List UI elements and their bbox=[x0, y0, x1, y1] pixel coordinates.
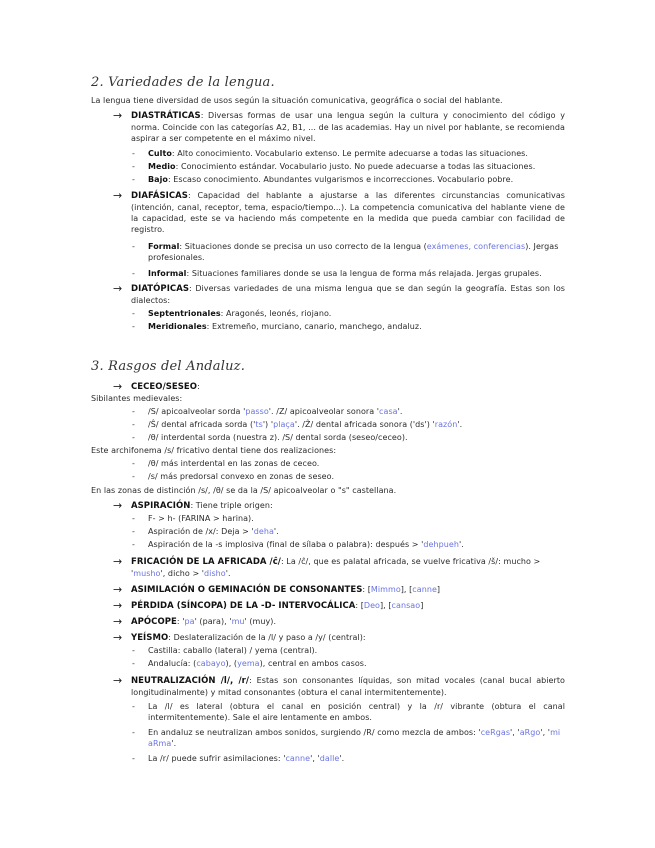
arrow-icon: → bbox=[113, 282, 123, 295]
list-item: Andalucía: (cabayo), (yema), central en ambos casos. bbox=[148, 659, 367, 668]
list-item-informal: Informal: Situaciones familiares donde se usa la lengua de forma más relajada. Jergas grupales. bbox=[148, 269, 542, 278]
dash-bullet: - bbox=[132, 540, 135, 549]
aspiracion-title: ASPIRACIÓN: Tiene triple origen: bbox=[131, 501, 273, 511]
dash-bullet: - bbox=[132, 322, 135, 331]
list-item-meridionales: Meridionales: Extremeño, murciano, canario, manchego, andaluz. bbox=[148, 322, 422, 331]
arrow-icon: → bbox=[113, 631, 123, 644]
ceceo-seseo-title: CECEO/SESEO: bbox=[131, 382, 200, 392]
list-item: /s/ más predorsal convexo en zonas de seseo. bbox=[148, 472, 335, 481]
diastraticas-text: : Diversas formas de usar una lengua según la cultura y conocimiento del código y norma. Coincide con las categorías A2, B1, ... de las academias. Hay un nivel por hablante, se recomienda aspirar a ser competente en el máximo nivel. bbox=[131, 111, 565, 143]
neutralizacion-paragraph: NEUTRALIZACIÓN /l/, /r/: Estas son consonantes líquidas, son mitad vocales (canal bucal abierto longitudinalmente) y mitad consonantes (obtura el canal intermitentemente). bbox=[131, 676, 565, 697]
list-item-culto: Culto: Alto conocimiento. Vocabulario extenso. Le permite adecuarse a todas las situaciones. bbox=[148, 149, 528, 158]
arrow-icon: → bbox=[113, 189, 123, 202]
arrow-icon: → bbox=[113, 599, 123, 612]
dash-bullet: - bbox=[132, 754, 135, 763]
sibilantes-label: Sibilantes medievales: bbox=[91, 394, 183, 403]
list-item-medio: Medio: Conocimiento estándar. Vocabulario justo. No puede adecuarse a todas las situaciones. bbox=[148, 162, 536, 171]
diastraticas-paragraph bbox=[131, 110, 565, 144]
list-item-formal: Formal: Situaciones donde se precisa un uso correcto de la lengua (exámenes, conferencias). Jergas profesionales. bbox=[148, 242, 559, 262]
dash-bullet: - bbox=[132, 433, 135, 442]
distincion-text: En las zonas de distinción /s/, /θ/ se da la /S/ apicoalveolar o "s" castellana. bbox=[91, 486, 397, 495]
list-item: F- > h- (FARINA > harina). bbox=[148, 514, 254, 523]
fricacion-paragraph: FRICACIÓN DE LA AFRICADA /ĉ/: La /ĉ/, que es palatal africada, se vuelve fricativa /š/: mucho > 'musho', dicho > 'disho'. bbox=[131, 557, 541, 578]
perdida-line: PÉRDIDA (SÍNCOPA) DE LA -D- INTERVOCÁLICA: [Deo], [cansao] bbox=[131, 601, 424, 611]
list-item: Aspiración de /x/: Deja > 'deha'. bbox=[148, 527, 279, 536]
dash-bullet: - bbox=[132, 420, 135, 429]
arrow-icon: → bbox=[113, 109, 123, 122]
dash-bullet: - bbox=[132, 472, 135, 481]
section-3-heading: 3. Rasgos del Andaluz. bbox=[91, 359, 246, 374]
section-2-intro: La lengua tiene diversidad de usos según la situación comunicativa, geográfica o social del hablante. bbox=[91, 96, 503, 105]
list-item: Aspiración de la -s implosiva (final de sílaba o palabra): después > 'dehpueh'. bbox=[148, 540, 464, 549]
list-item-bajo: Bajo: Escaso conocimiento. Abundantes vulgarismos e incorrecciones. Vocabulario pobre. bbox=[148, 175, 514, 184]
arrow-icon: → bbox=[113, 380, 123, 393]
dash-bullet: - bbox=[132, 175, 135, 184]
arrow-icon: → bbox=[113, 555, 123, 568]
arrow-icon: → bbox=[113, 499, 123, 512]
list-item: En andaluz se neutralizan ambos sonidos, surgiendo /R/ como mezcla de ambos: 'ceRgas', 'aRgo', 'mi aRma'. bbox=[148, 728, 561, 748]
arrow-icon: → bbox=[113, 583, 123, 596]
dash-bullet: - bbox=[132, 407, 135, 416]
yeismo-title: YEÍSMO: Deslateralización de la /l/ y paso a /y/ (central): bbox=[131, 633, 366, 643]
dash-bullet: - bbox=[132, 514, 135, 523]
list-item: /θ/ más interdental en las zonas de ceceo. bbox=[148, 459, 320, 468]
dash-bullet: - bbox=[132, 459, 135, 468]
diastraticas-label: DIASTRÁTICAS bbox=[131, 111, 201, 121]
arrow-icon: → bbox=[113, 674, 123, 687]
dash-bullet: - bbox=[132, 309, 135, 318]
archifonema-label: Este archifonema /s/ fricativo dental tiene dos realizaciones: bbox=[91, 446, 337, 455]
dash-bullet: - bbox=[132, 162, 135, 171]
dash-bullet: - bbox=[132, 659, 135, 668]
dash-bullet: - bbox=[132, 527, 135, 536]
dash-bullet: - bbox=[132, 728, 135, 737]
dash-bullet: - bbox=[132, 242, 135, 251]
asimilacion-line: ASIMILACIÓN O GEMINACIÓN DE CONSONANTES: [Mimmo], [canne] bbox=[131, 585, 441, 595]
list-item: Castilla: caballo (lateral) / yema (central). bbox=[148, 646, 318, 655]
dash-bullet: - bbox=[132, 269, 135, 278]
apocope-line: APÓCOPE: 'pa' (para), 'mu' (muy). bbox=[131, 617, 277, 627]
list-item-septentrionales: Septentrionales: Aragonés, leonés, riojano. bbox=[148, 309, 332, 318]
list-item: La /l/ es lateral (obtura el canal en posición central) y la /r/ vibrante (obtura el canal intermitentemente). Sale el aire lentamente en ambos. bbox=[148, 702, 565, 722]
diafasicas-paragraph: DIAFÁSICAS: Capacidad del hablante a ajustarse a las diferentes circunstancias comunicativas (intención, canal, receptor, tema, espacio/tiempo...). La competencia comunicativa del hablante viene de la capacidad, este se va haciendo más competente en la medida que pueda cambiar con facilidad de registro. bbox=[131, 191, 565, 234]
dash-bullet: - bbox=[132, 702, 135, 711]
list-item: La /r/ puede sufrir asimilaciones: 'canne', 'dalle'. bbox=[148, 754, 345, 763]
dash-bullet: - bbox=[132, 149, 135, 158]
arrow-icon: → bbox=[113, 615, 123, 628]
list-item: /Ŝ/ dental africada sorda ('ts') 'plaça'. /Ẑ/ dental africada sonora ('ds') 'razón'. bbox=[148, 420, 463, 429]
diatopicas-paragraph: DIATÓPICAS: Diversas variedades de una misma lengua que se dan según la geografía. Estas son los dialectos: bbox=[131, 284, 565, 305]
list-item: /θ/ interdental sorda (nuestra z). /S/ dental sorda (seseo/ceceo). bbox=[148, 433, 408, 442]
section-2-heading: 2. Variedades de la lengua. bbox=[91, 75, 275, 90]
list-item: /S/ apicoalveolar sorda 'passo'. /Z/ apicoalveolar sonora 'casa'. bbox=[148, 407, 403, 416]
dash-bullet: - bbox=[132, 646, 135, 655]
